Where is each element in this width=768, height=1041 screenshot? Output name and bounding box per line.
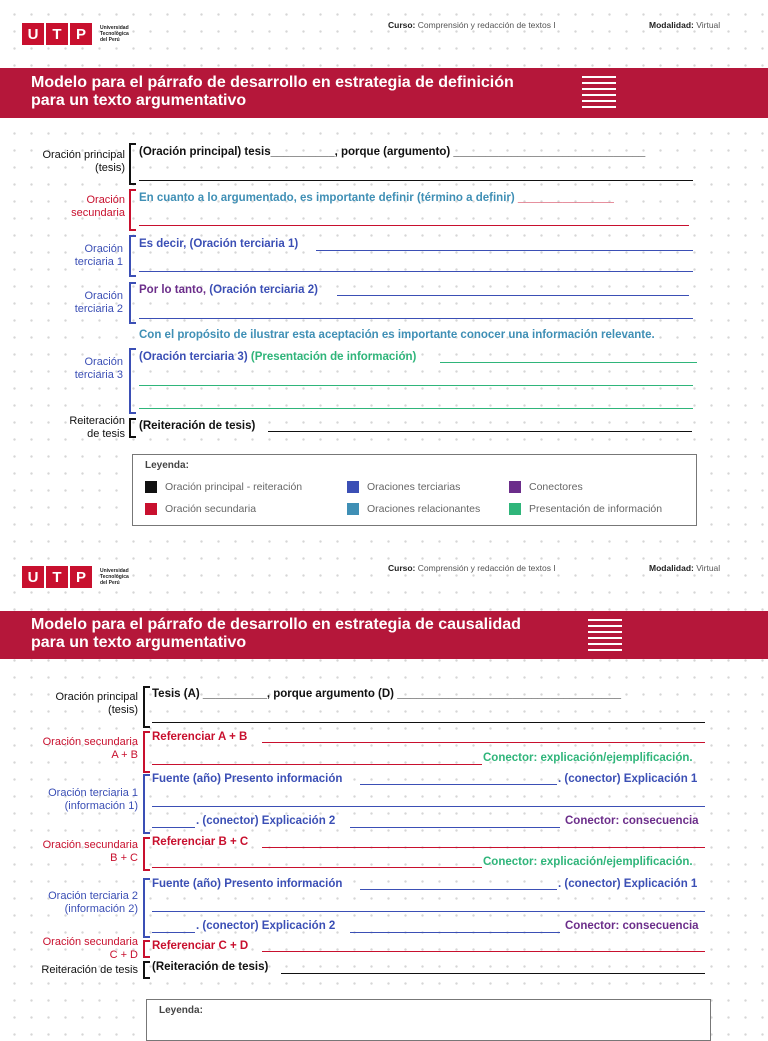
reiteracion-line: (Reiteración de tesis) bbox=[139, 420, 256, 432]
terciaria-2-line: Por lo tanto, (Oración terciaria 2) bbox=[139, 284, 318, 296]
section-banner bbox=[0, 611, 768, 659]
legend-title: Leyenda: bbox=[159, 1005, 203, 1016]
bracket-terciaria-2 bbox=[143, 878, 150, 938]
conector-expl2-1: . (conector) Explicación 2 bbox=[196, 815, 336, 827]
label-oracion-secundaria: Oración secundaria bbox=[71, 194, 125, 219]
label-reiteracion: Reiteración de tesis bbox=[69, 415, 125, 440]
terciaria-1-rule-b bbox=[152, 806, 705, 807]
menu-lines-icon bbox=[588, 619, 622, 655]
principal-rule bbox=[139, 180, 693, 181]
bracket-terciaria-3 bbox=[129, 348, 136, 414]
legend bbox=[146, 999, 711, 1041]
bracket-terciaria-1 bbox=[143, 774, 150, 834]
relacionante-line: Con el propósito de ilustrar esta aceptación es importante conocer una información relevante. bbox=[139, 329, 655, 341]
secundaria-line: En cuanto a lo argumentado, es importante definir (término a definir) _______________ bbox=[139, 192, 614, 204]
legend bbox=[132, 454, 697, 526]
terciaria-2-rule-c bbox=[152, 932, 195, 933]
page-causalidad bbox=[0, 545, 768, 1024]
modality-info: Modalidad: Virtual bbox=[649, 20, 721, 30]
university-name: Universidad Tecnológica del Perú bbox=[100, 568, 129, 586]
label-oracion-secundaria-bc: Oración secundaria B + C bbox=[42, 839, 138, 864]
ref-bc-rule bbox=[262, 847, 705, 848]
menu-lines-icon bbox=[582, 76, 616, 112]
reiteracion-line: (Reiteración de tesis) bbox=[152, 961, 269, 973]
terciaria-1-line: Es decir, (Oración terciaria 1) bbox=[139, 238, 299, 250]
reiteracion-rule bbox=[268, 431, 692, 432]
terciaria-3-rule-a bbox=[440, 362, 697, 363]
bracket-terciaria-2 bbox=[129, 282, 136, 324]
ref-bc-line: Referenciar B + C bbox=[152, 836, 249, 848]
principal-line: (Oración principal) tesis__________, porque (argumento) ______________________________ bbox=[139, 146, 646, 158]
conector-cons-1: Conector: consecuencia bbox=[565, 815, 699, 827]
label-reiteracion: Reiteración de tesis bbox=[41, 964, 138, 976]
principal-rule bbox=[152, 722, 705, 723]
ref-ab-line: Referenciar A + B bbox=[152, 731, 248, 743]
fuente-2-rule bbox=[360, 889, 557, 890]
legend-item: Presentación de información bbox=[509, 503, 662, 515]
reiteracion-rule bbox=[281, 973, 705, 974]
conector-expl1-1: . (conector) Explicación 1 bbox=[558, 773, 698, 785]
label-oracion-terciaria-1: Oración terciaria 1 bbox=[74, 243, 123, 268]
label-oracion-terciaria-1: Oración terciaria 1 (información 1) bbox=[48, 787, 138, 812]
legend-item: Oraciones relacionantes bbox=[347, 503, 480, 515]
label-oracion-terciaria-2: Oración terciaria 2 (información 2) bbox=[48, 890, 138, 915]
terciaria-3-line: (Oración terciaria 3) (Presentación de información) bbox=[139, 351, 417, 363]
terciaria-2-rule-d bbox=[350, 932, 560, 933]
section-title: Modelo para el párrafo de desarrollo en estrategia de definición para un texto argumentativo bbox=[31, 74, 514, 109]
terciaria-1-rule-b bbox=[139, 271, 693, 272]
legend-item: Oraciones terciarias bbox=[347, 481, 460, 493]
bracket-terciaria-1 bbox=[129, 235, 136, 277]
bracket-reiteracion bbox=[129, 418, 136, 438]
utp-logo: U T P Universidad Tecnológica del Perú bbox=[22, 566, 140, 588]
terciaria-1-rule-d bbox=[350, 827, 560, 828]
modality-info: Modalidad: Virtual bbox=[649, 563, 721, 573]
label-oracion-principal: Oración principal (tesis) bbox=[42, 149, 125, 174]
terciaria-3-rule-c bbox=[139, 408, 693, 409]
legend-title: Leyenda: bbox=[145, 460, 189, 471]
ref-bc-rule-b bbox=[152, 867, 482, 868]
legend-item: Conectores bbox=[509, 481, 583, 493]
course-info: Curso: Comprensión y redacción de textos I bbox=[388, 563, 556, 573]
bracket-secundaria bbox=[129, 189, 136, 231]
conector-cons-2: Conector: consecuencia bbox=[565, 920, 699, 932]
section-title: Modelo para el párrafo de desarrollo en estrategia de causalidad para un texto argumentativo bbox=[31, 616, 521, 651]
bracket-principal bbox=[129, 143, 136, 185]
conector-expl-ab: Conector: explicación/ejemplificación. bbox=[483, 752, 693, 764]
university-name: Universidad Tecnológica del Perú bbox=[100, 25, 129, 43]
label-oracion-terciaria-2: Oración terciaria 2 bbox=[74, 290, 123, 315]
label-oracion-secundaria-cd: Oración secundaria C + D bbox=[42, 936, 138, 961]
conector-expl1-2: . (conector) Explicación 1 bbox=[558, 878, 698, 890]
label-oracion-principal: Oración principal (tesis) bbox=[55, 691, 138, 716]
legend-item: Oración principal - reiteración bbox=[145, 481, 302, 493]
label-oracion-terciaria-3: Oración terciaria 3 bbox=[74, 356, 123, 381]
ref-ab-rule bbox=[262, 742, 705, 743]
utp-logo: U T P Universidad Tecnológica del Perú bbox=[22, 23, 140, 45]
terciaria-2-rule-b bbox=[152, 911, 705, 912]
course-info: Curso: Comprensión y redacción de textos I bbox=[388, 20, 556, 30]
label-oracion-secundaria-ab: Oración secundaria A + B bbox=[42, 736, 138, 761]
bracket-principal bbox=[143, 686, 150, 728]
terciaria-2-rule-a bbox=[337, 295, 689, 296]
fuente-2-line: Fuente (año) Presento información bbox=[152, 878, 343, 890]
terciaria-3-rule-b bbox=[139, 385, 693, 386]
ref-cd-rule bbox=[262, 951, 705, 952]
principal-line: Tesis (A) __________, porque argumento (D) ___________________________________ bbox=[152, 688, 622, 700]
conector-expl-bc: Conector: explicación/ejemplificación. bbox=[483, 856, 693, 868]
terciaria-2-rule-b bbox=[139, 318, 693, 319]
terciaria-1-rule-a bbox=[316, 250, 693, 251]
ref-cd-line: Referenciar C + D bbox=[152, 940, 249, 952]
section-banner bbox=[0, 68, 768, 118]
ref-ab-rule-b bbox=[152, 764, 482, 765]
fuente-1-line: Fuente (año) Presento información bbox=[152, 773, 343, 785]
bracket-secundaria-cd bbox=[143, 940, 150, 958]
bracket-secundaria-bc bbox=[143, 837, 150, 871]
terciaria-1-rule-c bbox=[152, 827, 195, 828]
secundaria-rule bbox=[139, 225, 689, 226]
bracket-reiteracion bbox=[143, 961, 150, 979]
bracket-secundaria-ab bbox=[143, 731, 150, 773]
conector-expl2-2: . (conector) Explicación 2 bbox=[196, 920, 336, 932]
legend-item: Oración secundaria bbox=[145, 503, 256, 515]
fuente-1-rule bbox=[360, 784, 557, 785]
